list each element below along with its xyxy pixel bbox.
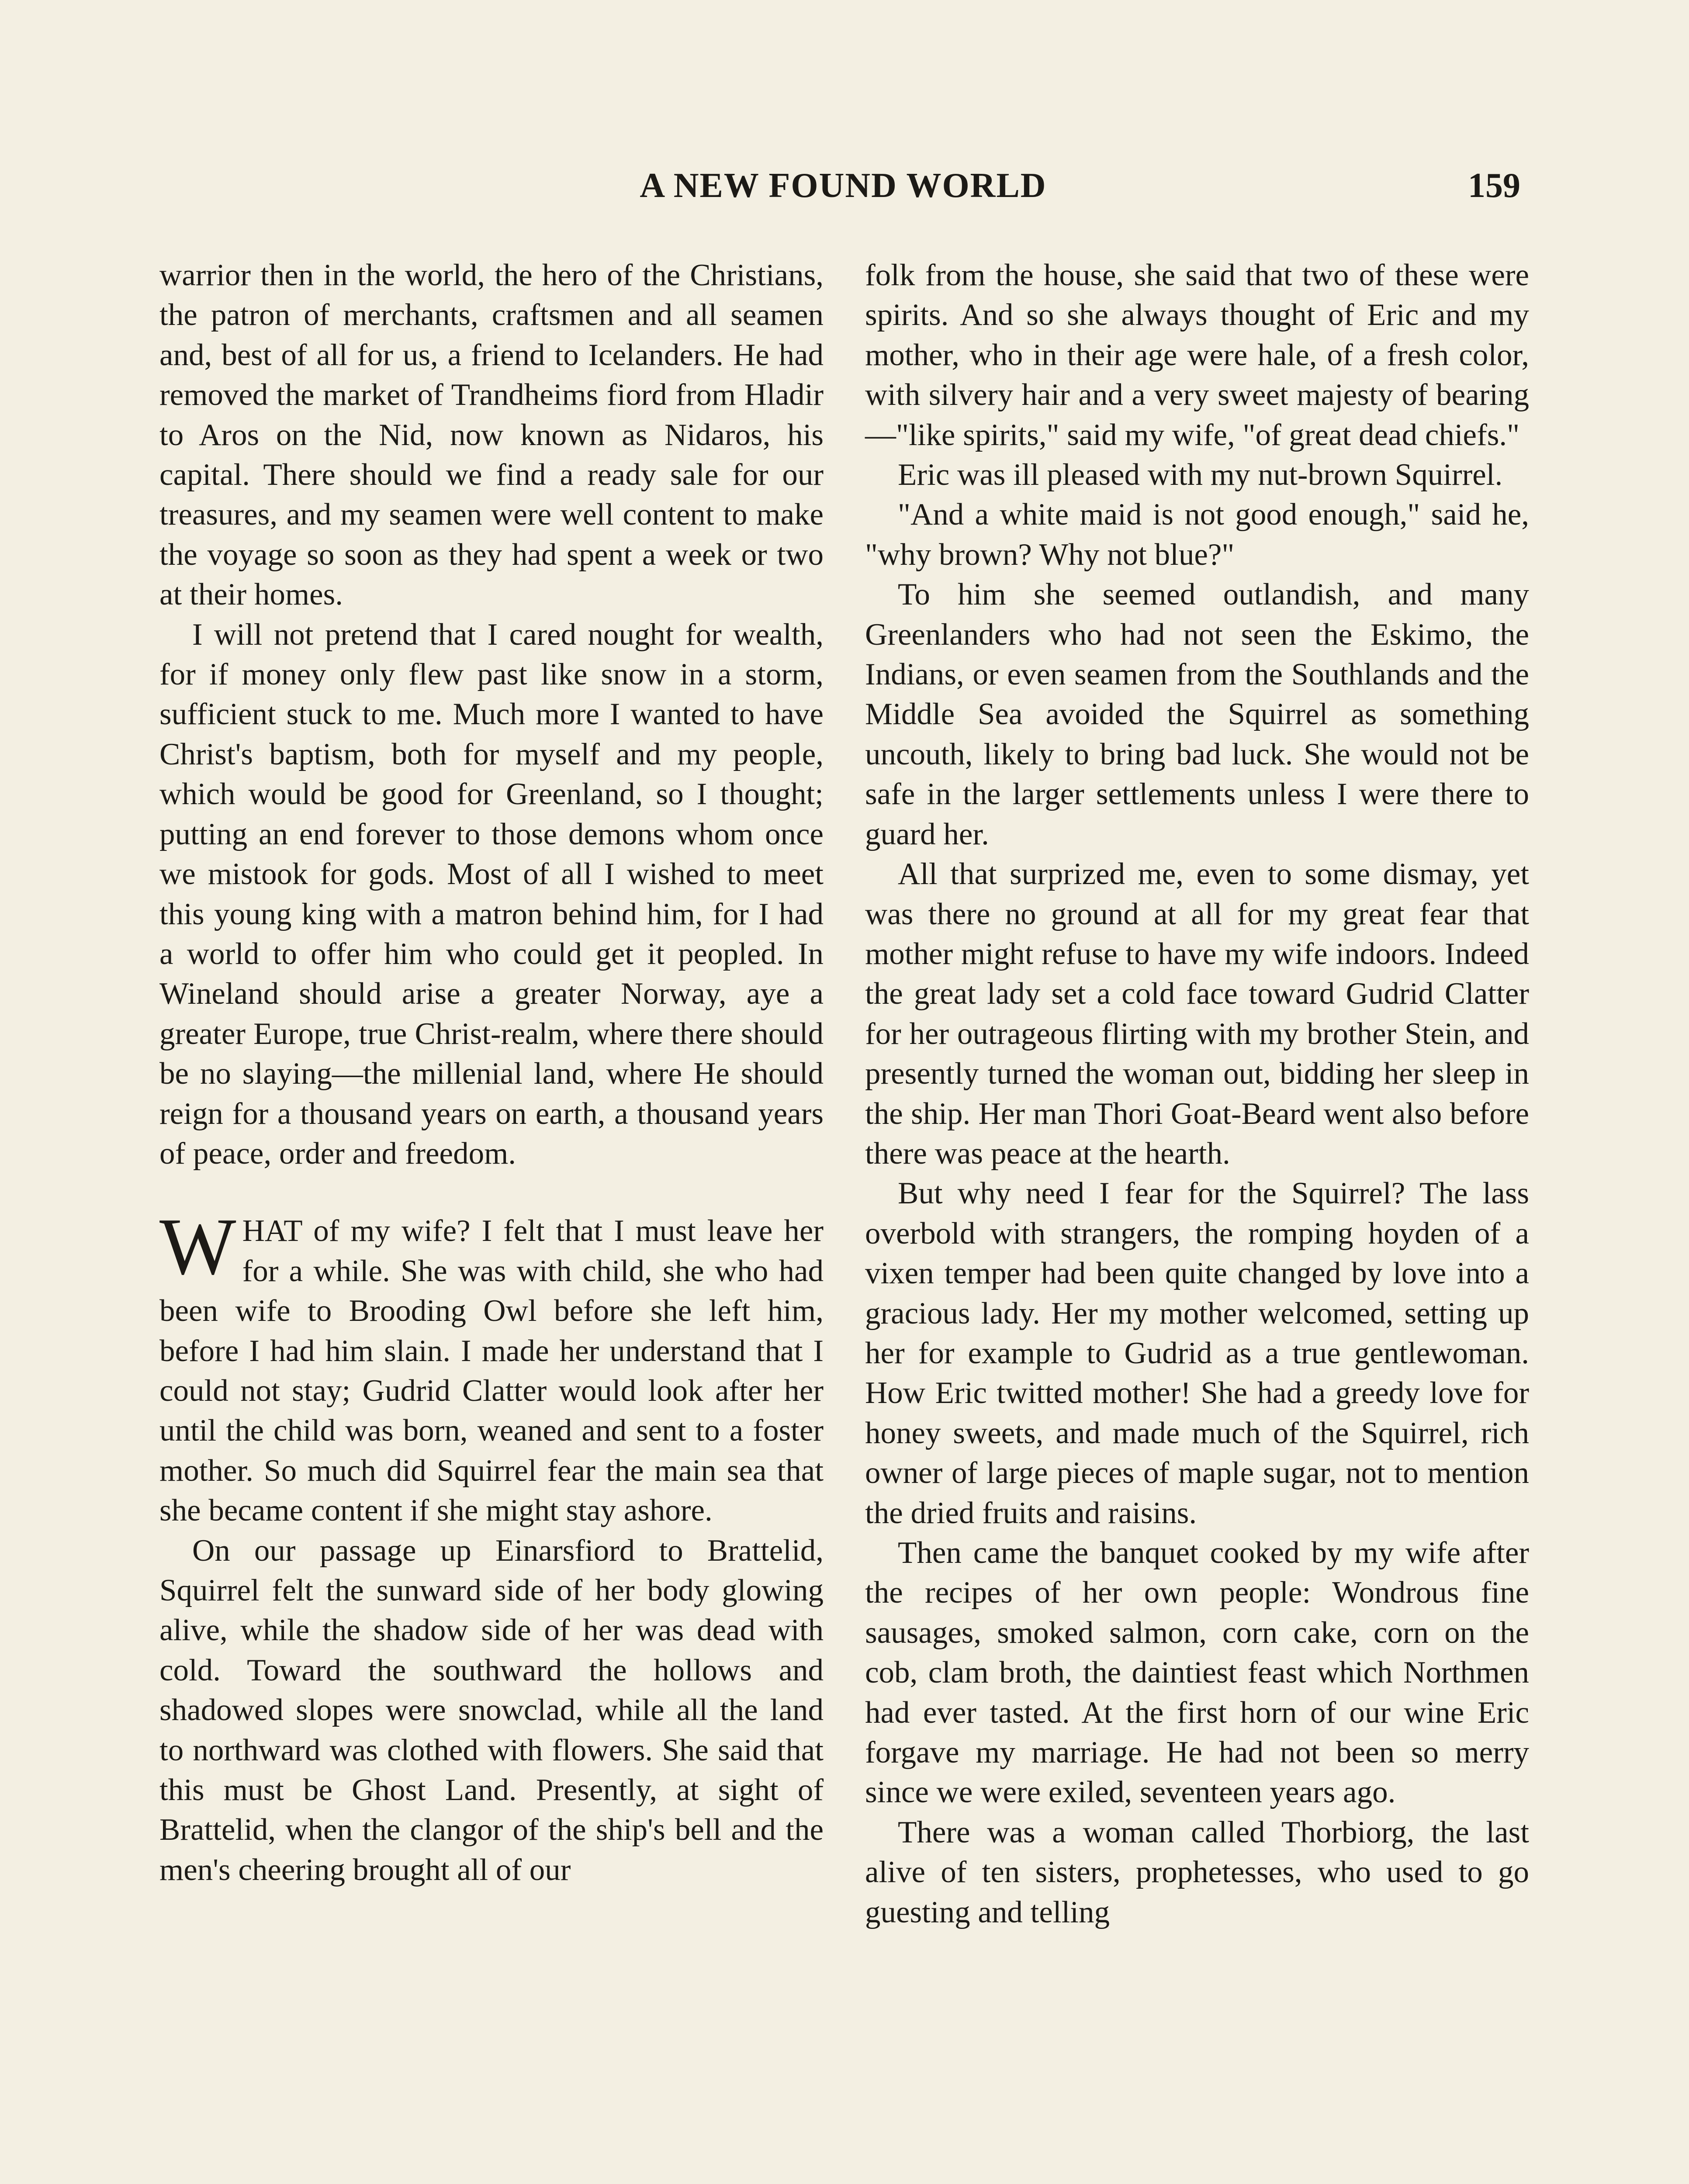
paragraph: There was a woman called Thorbiorg, the last alive of ten sisters, prophetesses, who used to go guesting and telling bbox=[865, 1815, 1529, 1929]
right-column bbox=[865, 256, 1529, 1932]
section-opening-paragraph bbox=[159, 1202, 824, 1531]
page-number: 159 bbox=[1468, 166, 1520, 205]
paragraph: I will not pretend that I cared nought for wealth, for if money only flew past like snow in a storm, sufficient stuck to me. Much more I wanted to have Christ's baptism, both for myself and my people, which would be good for Greenland, so I thought; putting an end forever to those demons whom once we mistook for gods. Most of all I wished to meet this young king with a matron behind him, for I had a world to offer him who could get it peopled. In Wineland should arise a greater Norway, aye a greater Europe, true Christ-realm, where there should be no slaying—the millenial land, where He should reign for a thousand years on earth, a thousand years of peace, order and freedom. bbox=[159, 617, 824, 1171]
paragraph: "And a white maid is not good enough," said he, "why brown? Why not blue?" bbox=[865, 498, 1529, 572]
paragraph: folk from the house, she said that two of these were spirits. And so she always thought of Eric and my mother, who in their age were hale, of a fresh color, with silvery hair and a very sweet majesty of bearing—"like spirits," said my wife, "of great dead chiefs." bbox=[865, 258, 1529, 452]
paragraph: warrior then in the world, the hero of the Christians, the patron of merchants, craftsmen and all seamen and, best of all for us, a friend to Icelanders. He had removed the market of Trandheims fiord from Hladir to Aros on the Nid, now known as Nidaros, his capital. There should we find a ready sale for our treasures, and my seamen were well content to make the voyage so soon as they had spent a week or two at their homes. bbox=[159, 258, 824, 612]
running-title: A NEW FOUND WORLD bbox=[640, 166, 1047, 205]
paragraph: To him she seemed outlandish, and many Greenlanders who had not seen the Eskimo, the Indians, or even seamen from the Southlands and the Middle Sea avoided the Squirrel as something uncouth, likely to bring bad luck. She would not be safe in the larger settlements unless I were there to guard her. bbox=[865, 577, 1529, 851]
paragraph: Then came the banquet cooked by my wife after the recipes of her own people: Wondrous fine sausages, smoked salmon, corn cake, corn on the cob, clam broth, the daintiest feast which Northmen had ever tasted. At the first horn of our wine Eric forgave my marriage. He had not been so merry since we were exiled, seventeen years ago. bbox=[865, 1536, 1529, 1810]
running-head bbox=[0, 166, 1689, 218]
paragraph: On our passage up Einarsfiord to Brattelid, Squirrel felt the sunward side of her body glowing alive, while the shadow side of her was dead with cold. Toward the southward the hollows and shadowed slopes were snowclad, while all the land to northward was clothed with flowers. She said that this must be Ghost Land. Presently, at sight of Brattelid, when the clangor of the ship's bell and the men's cheering brought all of our bbox=[159, 1533, 824, 1887]
paragraph: Eric was ill pleased with my nut-brown Squirrel. bbox=[898, 458, 1503, 492]
left-column bbox=[159, 256, 824, 1890]
paragraph: All that surprized me, even to some dismay, yet was there no ground at all for my great fear that mother might refuse to have my wife indoors. Indeed the great lady set a cold face toward Gudrid Clatter for her outrageous flirting with my brother Stein, and presently turned the woman out, bidding her sleep in the ship. Her man Thori Goat-Beard went also before there was peace at the hearth. bbox=[865, 857, 1529, 1171]
paragraph-text: HAT of my wife? I felt that I must leave her for a while. She was with child, she who had been wife to Brooding Owl before she left him, before I had him slain. I made her understand that I could not stay; Gudrid Clatter would look after her until the child was born, weaned and sent to a foster mother. So much did Squirrel fear the main sea that she became content if she might stay ashore. bbox=[159, 1214, 824, 1528]
drop-cap: W bbox=[159, 1202, 236, 1292]
paragraph: But why need I fear for the Squirrel? The lass overbold with strangers, the romping hoyden of a vixen temper had been quite changed by love into a gracious lady. Her my mother welcomed, setting up her for example to Gudrid as a true gentlewoman. How Eric twitted mother! She had a greedy love for honey sweets, and made much of the Squirrel, rich owner of large pieces of maple sugar, not to mention the dried fruits and raisins. bbox=[865, 1176, 1529, 1530]
